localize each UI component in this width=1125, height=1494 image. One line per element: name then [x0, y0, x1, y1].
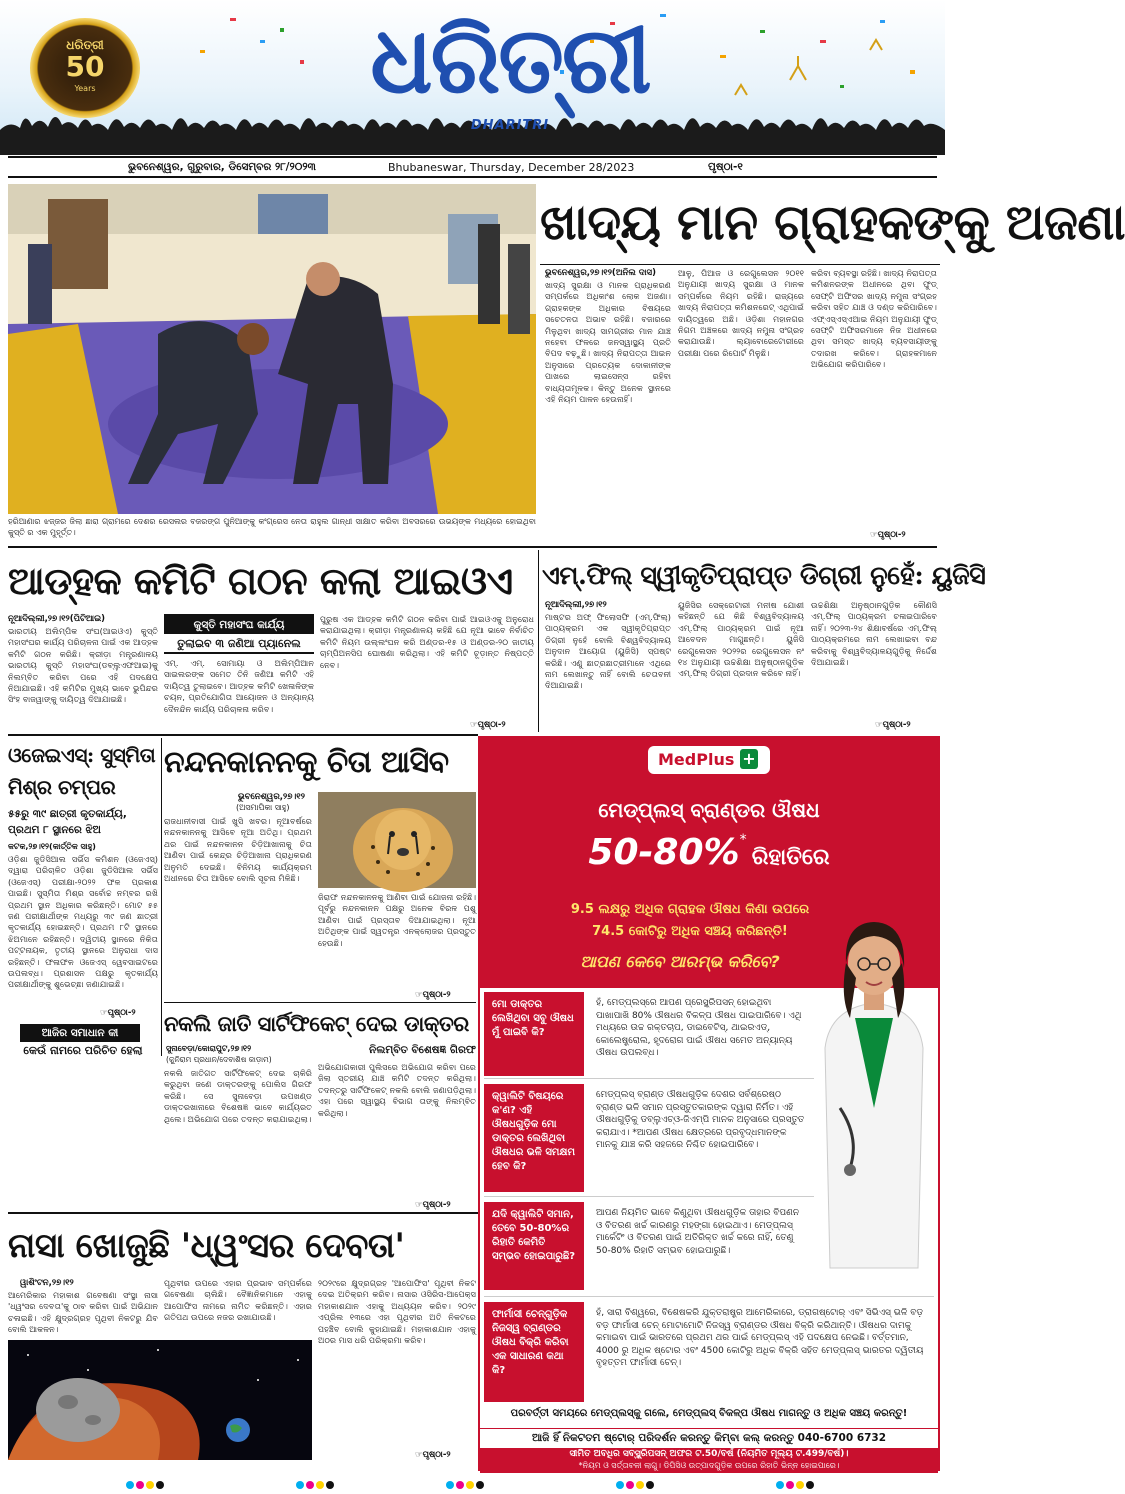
nasa-continued: ☞ପୃଷ୍ଠା-୨	[415, 1450, 451, 1460]
lead-col-2: ଆଳୁ, ପିଆଜ ଓ ରେଗୁଲେସନ ୨୦୧୧ ଅନୁଯାୟୀ ଖାଦ୍ୟ ସୁରକ୍ଷା ଓ ମାନକ ସମ୍ପର୍କରେ ନିୟମ ରହିଛି। ରାଜ୍ୟରେ ଖାଦ୍ୟ ନିରାପତ୍ତା କମିଶନରେଟ୍ ଏଥିପାଇଁ ଦାୟିତ୍ୱରେ ଅଛି। ଓଡ଼ିଶା ମହାନଗର ନିଗମ ଅଞ୍ଚଳରେ ଖାଦ୍ୟ ନମୁନା ସଂଗ୍ରହ କରାଯାଉଛି। ଲ୍ୟାବୋରେଟୋରୀରେ ପରୀକ୍ଷା ପରେ ରିପୋର୍ଟ ମିଳୁଛି।	[678, 268, 804, 358]
nasa-col-3: ୨୦୨୯ରେ କ୍ଷୁଦ୍ରଗ୍ରହ 'ଆପୋଫିସ' ପୃଥିବୀ ନିକଟ ଦେଇ ଅତିକ୍ରମ କରିବ। ନାସାର ଓସିରିସ-ଆପେକ୍ସ ମହାକାଶଯାନ ଏହାକୁ ଅଧ୍ୟୟନ କରିବ। ୨୦୨୯ ଏପ୍ରିଲ ୧୩ରେ ଏହା ପୃଥିବୀର ଅତି ନିକଟରେ ପହଞ୍ଚିବ ବୋଲି କୁହାଯାଇଛି। ମହାକାଶଯାନ ଏହାକୁ ଅଠର ମାସ ଧରି ପରିକ୍ରମା କରିବ।	[318, 1278, 476, 1346]
ajira-line: କେଉଁ ନାମରେ ପରିଚିତ ହେଲା	[23, 1044, 143, 1057]
photo-caption: ହରିଆଣାର ଝଜ୍ଜର ଜିଲା ଛାରା ଗ୍ରାମରେ ଦେଶର ରେସଲର ବଜରଙ୍ଗ ପୁନିଆଙ୍କୁ କଂଗ୍ରେସ ନେତା ରାହୁଲ ଗାନ୍ଧୀ ସାକ୍ଷାତ କରିବା ଅବସରରେ ଉଭୟଙ୍କ ମଧ୍ୟରେ ହୋଇଥିବା କୁସ୍ତି ର ଏକ ମୁହୂର୍ତ୍ତ।	[8, 517, 536, 537]
ad-discount-row	[480, 832, 938, 873]
ad-footer-4: *ନିୟମ ଓ ସର୍ତ୍ତାବଳୀ ଲାଗୁ। ଡିପିସିଓ ଉତ୍ପାଦଗୁଡ଼ିକ ଉପରେ ରିହାତି ଭିନ୍ନ ହୋଇପାରେ।	[578, 1461, 840, 1470]
medplus-ad	[478, 736, 940, 1471]
ugc-col-1: ମାଷ୍ଟର ଅଫ୍ ଫିଲୋସଫି (ଏମ୍.ଫିଲ୍) ପାଠ୍ୟକ୍ରମ ଏକ ସ୍ୱୀକୃତିପ୍ରାପ୍ତ ଡିଗ୍ରୀ ନୁହେଁ ବୋଲି ବିଶ୍ୱବିଦ୍ୟାଳୟ ଅନୁଦାନ ଆୟୋଗ (ୟୁଜିସି) ସ୍ପଷ୍ଟ କରିଛି। ଏଣୁ ଛାତ୍ରଛାତ୍ରୀମାନେ ଏଥିରେ ନାମ ଲେଖାନ୍ତୁ ନାହିଁ ବୋଲି ଚେତାବନୀ ଦିଆଯାଇଛି।	[545, 612, 671, 691]
ad-stat-2: 74.5 କୋଟିରୁ ଅଧିକ ସଞ୍ଚୟ କରିଛନ୍ତି!	[592, 924, 788, 939]
lead-byline: ଭୁବନେଶ୍ୱର,୨୭।୧୨(ଅନିଲ ଦାସ)	[545, 268, 656, 278]
lead-headline: ଖାଦ୍ୟ ମାନ ଗ୍ରାହକଙ୍କୁ ଅଜଣା	[540, 193, 1125, 251]
faq-answer-3: ଆପଣ ନିୟମିତ ଭାବେ କିଣୁଥିବା ଔଷଧଗୁଡ଼ିକ ତାହାର ବିପଣନ ଓ ବିତରଣ ଖର୍ଚ୍ଚ କାରଣରୁ ମହଙ୍ଗା ହୋଇଥାଏ। ମେଡ୍‌ପ୍ଲସ୍ ମାର୍କେଟିଂ ଓ ବିତରଣ ପାଇଁ ଅତିରିକ୍ତ ଖର୍ଚ୍ଚ କରେ ନାହିଁ, ତେଣୁ 50-80% ରିହାତି ସମ୍ଭବ ହୋଇପାରୁଛି।	[596, 1208, 800, 1256]
dateline-bar	[8, 156, 937, 178]
ugc-col-2: ୟୁଜିସିର ସେକ୍ରେଟାରୀ ମନୀଷ ଯୋଶୀ କହିଛନ୍ତି ଯେ କିଛି ବିଶ୍ୱବିଦ୍ୟାଳୟ ଏମ୍.ଫିଲ୍ ପାଠ୍ୟକ୍ରମ ପାଇଁ ନୂଆ ଆବେଦନ ମାଗୁଛନ୍ତି। ୟୁଜିସି ରେଗୁଲେସନ ୨୦୨୨ର ରେଗୁଲେସନ ନଂ ୧୪ ଅନୁଯାୟୀ ଉଚ୍ଚଶିକ୍ଷା ଅନୁଷ୍ଠାନଗୁଡ଼ିକ ଏମ୍.ଫିଲ୍ ଡିଗ୍ରୀ ପ୍ରଦାନ କରିବେ ନାହିଁ।	[678, 600, 804, 679]
ad-footer-2: ଆଜି ହିଁ ନିକଟତମ ଷ୍ଟୋର୍ ପରିଦର୍ଶନ କରନ୍ତୁ କିମ୍ବା କଲ୍ କରନ୍ତୁ 040-6700 6732	[480, 1428, 938, 1445]
ad-footer-1: ପରବର୍ତ୍ତୀ ସମୟରେ ମେଡ୍‌ପ୍ଲସ୍‌କୁ ଗଲେ, ମେଡ୍‌ପ୍ଲସ୍ ବିକଳ୍ପ ଔଷଧ ମାଗନ୍ତୁ ଓ ଅଧିକ ସଞ୍ଚୟ କରନ୍ତୁ!	[510, 1408, 908, 1419]
wrestling-photo-illustration	[8, 184, 536, 514]
ad-cta: ଆପଣ କେବେ ଆରମ୍ଭ କରିବେ?	[580, 952, 780, 971]
anniversary-badge	[30, 18, 140, 118]
fakecert-continued: ☞ପୃଷ୍ଠା-୨	[415, 1200, 451, 1210]
ioa-headline: ଆଡ୍‌ହକ କମିଟି ଗଠନ କଲା ଆଇଓଏ	[8, 558, 513, 603]
faq-answer-2: ମେଡ୍‌ପ୍ଲସ୍ ବ୍ରାଣ୍ଡ ଔଷଧଗୁଡ଼ିକ ଦେଶର ସର୍ବଶ୍ରେଷ୍ଠ ବ୍ରାଣ୍ଡ ଭଳି ସମାନ ପ୍ରସ୍ତୁତକାରଙ୍କ ଦ୍ୱାରା ନିର୍ମିତ। ଏହି ଔଷଧଗୁଡ଼ିକୁ ଡବ୍ଲୁଏଚ୍‌ଓ-ଜିଏମ୍‌ପି ମାନକ ଅନୁସାରେ ପ୍ରସ୍ତୁତ କରାଯାଏ। *ଆପଣ ଔଷଧ କ୍ଷେତ୍ରରେ ପ୍ରବୃଦ୍ଧମାନଙ୍କ ମାନକୁ ଯାଞ୍ଚ କରି ସହଜରେ ନିଶ୍ଚିତ ହୋଇପାରିବେ।	[596, 1090, 805, 1150]
ojee-continued: ☞ପୃଷ୍ଠା-୨	[100, 1008, 136, 1018]
asteroid-illustration	[8, 1340, 312, 1460]
cheetah-byline: ଭୁବନେଶ୍ୱର,୨୭।୧୨	[238, 792, 305, 802]
ugc-headline: ଏମ୍.ଫିଲ୍ ସ୍ୱୀକୃତିପ୍ରାପ୍ତ ଡିଗ୍ରୀ ନୁହେଁ: ୟୁଜିସି	[542, 561, 986, 591]
cheetah-col-1: ରାଜଧାନୀବାସୀ ପାଇଁ ଖୁସି ଖବର। ନୂଆବର୍ଷରେ ନନ୍ଦନକାନନକୁ ଆସିବେ ନୂଆ ଅତିଥି। ପ୍ରଥମ ଥର ପାଇଁ ନନ୍ଦନକାନନ ଚିଡ଼ିଆଖାନାକୁ ଚିତା ଆଣିବା ପାଇଁ କେନ୍ଦ୍ର ଚିଡ଼ିଆଖାନା ପ୍ରାଧିକରଣ ଅନୁମତି ଦେଇଛି। ବିନିମୟ କାର୍ଯ୍ୟକ୍ରମ ଅଧୀନରେ ଚିତା ଆସିବେ ବୋଲି ସୂଚନା ମିଳିଛି।	[164, 816, 312, 884]
faq-question-2: କ୍ୱାଲିଟି ବିଷୟରେ କ'ଣ? ଏହି ଔଷଧଗୁଡ଼ିକ ମୋ ଡାକ୍ତର ଲେଖିଥିବା ଔଷଧର ଭଳି ସମକ୍ଷମ ହେବ କି?	[484, 1084, 584, 1192]
ojee-subhead-1: ୫୫ରୁ ୩୯ ଛାତ୍ରୀ କୃତକାର୍ଯ୍ୟ,	[8, 808, 127, 820]
masthead	[0, 0, 945, 155]
ioa-continued: ☞ପୃଷ୍ଠା-୨	[470, 720, 506, 730]
cheetah-photo	[318, 792, 476, 888]
ioa-byline: ନୂଆଦିଲ୍ଲୀ,୨୭।୧୨(ପିଟିଆଇ)	[8, 614, 106, 624]
ioa-col-2: ଏମ୍. ଏମ୍. ସୋମାୟା ଓ ଅଲିମ୍ପିଆନ ସାଇଲରଙ୍କ ସମେତ ତିନି ଜଣିଆ କମିଟି ଏହି ଦାୟିତ୍ୱ ତୁଲାଇବେ। ଆଡ୍‌ହକ କମିଟି ଖେଳାଳିଙ୍କ ଚୟନ, ପ୍ରତିଯୋଗିତା ଆୟୋଜନ ଓ ଅନ୍ୟାନ୍ୟ ଦୈନନ୍ଦିନ କାର୍ଯ୍ୟ ପରିଚାଳନା କରିବ।	[164, 658, 314, 714]
ioa-col-1: ଭାରତୀୟ ଅଲିମ୍ପିକ ସଂଘ(ଆଇଓଏ) କୁସ୍ତି ମହାସଂଘର କାର୍ଯ୍ୟ ପରିଚାଳନା ପାଇଁ ଏକ ଆଡ୍‌ହକ କମିଟି ଗଠନ କରିଛି। କ୍ରୀଡ଼ା ମନ୍ତ୍ରଣାଳୟ ଭାରତୀୟ କୁସ୍ତି ମହାସଂଘ(ଡବ୍ଲୁଏଫଆଇ)କୁ ନିଲମ୍ବିତ କରିବା ପରେ ଏହି ପଦକ୍ଷେପ ନିଆଯାଇଛି। ଏହି କମିଟିର ମୁଖ୍ୟ ଭାବେ ଭୁପିନ୍ଦର ସିଂହ ବାଜୱାଙ୍କୁ ଦାୟିତ୍ୱ ଦିଆଯାଇଛି।	[8, 626, 158, 705]
page-number: ପୃଷ୍ଠା-୧	[708, 161, 743, 173]
fakecert-byline-2: (କୁନିରାମ ପ୍ରଧାନ/ଦେବାଶିଷ କାଡ଼ାମ)	[166, 1055, 272, 1064]
ad-discount-star: *	[739, 832, 747, 848]
ojee-body: ଓଡ଼ିଶା ଜୁଡିସିଆଲ ସର୍ଭିସ କମିଶନ (ଓଜେଏସ୍) ଦ୍ୱାରା ପରିଚାଳିତ ଓଡ଼ିଶା ଜୁଡିସିଆଲ ସର୍ଭିସ (ଓଜେଏସ୍) ପରୀକ୍ଷା-୨୦୨୨ ଫଳ ପ୍ରକାଶ ପାଇଛି। ସୁସ୍ମିତା ମିଶ୍ର ସର୍ବୋଚ୍ଚ ନମ୍ବର ରଖି ପ୍ରଥମ ସ୍ଥାନ ଅଧିକାର କରିଛନ୍ତି। ମୋଟ ୫୫ ଜଣ ପରୀକ୍ଷାର୍ଥୀଙ୍କ ମଧ୍ୟରୁ ୩୯ ଜଣ ଛାତ୍ରୀ କୃତକାର୍ଯ୍ୟ ହୋଇଛନ୍ତି। ପ୍ରଥମ ୮ଟି ସ୍ଥାନରେ ଝିଅମାନେ ରହିଛନ୍ତି। ଦ୍ୱିତୀୟ ସ୍ଥାନରେ ନିକିତା ପଟ୍ଟନାୟକ, ତୃତୀୟ ସ୍ଥାନରେ ଅନୁରାଧା ଦାସ ରହିଛନ୍ତି। ଫଳାଫଳ ଓଜେଏସ୍ ୱେବସାଇଟରେ ଉପଲବ୍ଧ। ପ୍ରଶାସନ ପକ୍ଷରୁ କୃତକାର୍ଯ୍ୟ ପରୀକ୍ଷାର୍ଥୀଙ୍କୁ ଶୁଭେଚ୍ଛା ଜଣାଯାଇଛି।	[8, 854, 158, 990]
ioa-col-3: ପୁରୁଷ ଏକ ଆଡ୍‌ହକ କମିଟି ଗଠନ କରିବା ପାଇଁ ଆଇଓଏକୁ ଅନୁରୋଧ କରାଯାଇଥିଲା। କ୍ରୀଡ଼ା ମନ୍ତ୍ରଣାଳୟ କହିଛି ଯେ ନୂଆ ଭାବେ ନିର୍ବାଚିତ କମିଟି ନିୟମ ଉଲ୍ଲଂଘନ କରି ଅଣ୍ଡର-୧୫ ଓ ଅଣ୍ଡର-୨୦ ଜାତୀୟ ଚାମ୍ପିଅନସିପ ଘୋଷଣା କରିଥିଲା। ଏହି କମିଟି ଚୂଡ଼ାନ୍ତ ନିଷ୍ପତ୍ତି ନେବ।	[320, 614, 534, 670]
lead-continued: ☞ପୃଷ୍ଠା-୨	[870, 530, 906, 540]
faq-question-1: ମୋ ଡାକ୍ତର ଲେଖିଥିବା ସବୁ ଔଷଧ ମୁଁ ପାଇବି କି?	[484, 992, 584, 1076]
nasa-col-1: ଆମେରିକାର ମହାକାଶ ଗବେଷଣା ସଂସ୍ଥା ନାସା 'ଧ୍ୱଂସର ଦେବତା'କୁ ଠାବ କରିବା ପାଇଁ ଅଭିଯାନ ଚଳାଇଛି। ଏହି କ୍ଷୁଦ୍ରଗ୍ରହ ପୃଥିବୀ ନିକଟରୁ ଯିବ ବୋଲି ଆକଳନ।	[8, 1290, 158, 1335]
cheetah-byline-2: (ଅସମାପିକା ସାହୁ)	[236, 803, 290, 812]
pharmacist-figure	[810, 908, 938, 1268]
ad-discount-suffix: ରିହାତିରେ	[751, 845, 830, 870]
fakecert-col-1: ନକଲି ଜାତିଗତ ସାର୍ଟିଫିକେଟ୍ ଦେଇ ଚାକିରି କରୁଥିବା ଜଣେ ଡାକ୍ତରଙ୍କୁ ପୋଲିସ ଗିରଫ କରିଛି। ସେ ସୁନାବେଡ଼ା ଉପଖଣ୍ଡ ଡାକ୍ତରଖାନାରେ ବିଶେଷଜ୍ଞ ଭାବେ କାର୍ଯ୍ୟରତ ଥିଲେ। ଅଭିଯୋଗ ପରେ ତଦନ୍ତ କରାଯାଇଥିଲା।	[164, 1068, 312, 1124]
ugc-col-3: ଉଚ୍ଚଶିକ୍ଷା ଅନୁଷ୍ଠାନଗୁଡ଼ିକ କୌଣସି ଏମ୍.ଫିଲ୍ ପାଠ୍ୟକ୍ରମ ଚଳାଇପାରିବେ ନାହିଁ। ୨୦୨୩-୨୪ ଶିକ୍ଷାବର୍ଷରେ ଏମ୍.ଫିଲ୍ ପାଠ୍ୟକ୍ରମରେ ନାମ ଲେଖାଇବା ବନ୍ଦ କରିବାକୁ ବିଶ୍ୱବିଦ୍ୟାଳୟଗୁଡ଼ିକୁ ନିର୍ଦ୍ଦେଶ ଦିଆଯାଇଛି।	[811, 600, 937, 668]
ojee-headline-1: ଓଜେଇଏସ୍: ସୁସ୍ମିତା	[8, 743, 156, 767]
medplus-logo	[648, 746, 770, 774]
medplus-plus-icon: +	[740, 749, 758, 769]
nasa-col-2: ପୃଥିବୀର ଉପରେ ଏହାର ପ୍ରଭାବ ସମ୍ପର୍କରେ ଗବେଷଣା ଚାଲିଛି। ବୈଜ୍ଞାନିକମାନେ ଏହାକୁ ଆପୋଫିସ ନାମରେ ନାମିତ କରିଛନ୍ତି। ଏହାର ଗତିପଥ ଉପରେ ନଜର ରଖାଯାଉଛି।	[164, 1278, 312, 1323]
ojee-subhead-2: ପ୍ରଥମ ୮ ସ୍ଥାନରେ ଝିଅ	[8, 824, 101, 836]
nasa-headline: ନାସା ଖୋଜୁଛି 'ଧ୍ୱଂସର ଦେବତା'	[8, 1226, 405, 1266]
faq-answer-1: ହଁ, ମେଡ୍‌ପ୍ଲସ୍‌ରେ ଆପଣ ପ୍ରେସ୍କ୍ରିପସନ୍ ହୋଇଥିବା ପାଖାପାଖି 80% ଔଷଧର ବିକଳ୍ପ ଔଷଧ ପାଇପାରିବେ। ଏଥି ମଧ୍ୟରେ ଉଚ୍ଚ ରକ୍ତଚାପ, ଡାଇବେଟିସ୍, ଥାଇରଏଡ୍, କୋଲେଷ୍ଟ୍ରୋଲ, ହୃଦରୋଗ ପାଇଁ ଔଷଧ ସମେତ ଅନ୍ୟାନ୍ୟ ଔଷଧ ଉପଲବ୍ଧ।	[596, 998, 802, 1058]
faq-question-3: ଯଦି କ୍ୱାଲିଟି ସମାନ, ତେବେ 50-80%ର ରିହାତି କେମିତି ସମ୍ଭବ ହୋଇପାରୁଛି?	[484, 1202, 584, 1290]
nasa-byline: ୱାଶିଂଟନ,୨୭।୧୨	[20, 1278, 74, 1288]
medplus-logo-text: MedPlus	[658, 750, 735, 769]
cheetah-col-2: ଜିରାଫ ନନ୍ଦନକାନନକୁ ଆଣିବା ପାଇଁ ଯୋଜନା ରହିଛି। ପୂର୍ବରୁ ନନ୍ଦନକାନନ ପକ୍ଷରୁ ଅନେକ ବିରଳ ପଶୁ ଆଣିବା ପାଇଁ ପ୍ରସ୍ତାବ ଦିଆଯାଇଥିଲା। ନୂଆ ଅତିଥିଙ୍କ ପାଇଁ ସ୍ୱତନ୍ତ୍ର ଏନକ୍ଲୋଜର ପ୍ରସ୍ତୁତ ହେଉଛି।	[318, 892, 476, 948]
ad-stat-1: 9.5 ଲକ୍ଷରୁ ଅଧିକ ଗ୍ରାହକ ଔଷଧ କିଣା ଉପରେ	[570, 902, 810, 917]
fakecert-col-2: ଅଭିଯୋଗକାରୀ ପୁଲିସରେ ଅଭିଯୋଗ କରିବା ପରେ ଜିଲା ସ୍ତରୀୟ ଯାଞ୍ଚ କମିଟି ତଦନ୍ତ କରିଥିଲା। ତଦନ୍ତରୁ ସାର୍ଟିଫିକେଟ୍ ନକଲି ବୋଲି ଜଣାପଡ଼ିଥିଲା। ଏହା ପରେ ସ୍ୱାସ୍ଥ୍ୟ ବିଭାଗ ତାଙ୍କୁ ନିଲମ୍ବିତ କରିଥିଲା।	[318, 1062, 476, 1118]
ojee-headline-2: ମିଶ୍ର ଚମ୍ପର	[8, 775, 116, 799]
nasa-photo	[8, 1340, 312, 1460]
cheetah-continued: ☞ପୃଷ୍ଠା-୨	[415, 990, 451, 1000]
print-registration-marks	[0, 1476, 945, 1494]
dateline-odia: ଭୁବନେଶ୍ୱର, ଗୁରୁବାର, ଡିସେମ୍ବର ୨୮/୨୦୨୩	[128, 161, 316, 173]
faq-answer-4: ହଁ, ସାରା ବିଶ୍ୱରେ, ବିଶେଷକରି ଯୁକ୍ତରାଷ୍ଟ୍ର ଆମେରିକାରେ, ଡ୍ରାଗଷ୍ଟୋର୍ ଏବଂ ସିଭିଏସ୍ ଭଳି ବଡ଼ ବଡ଼ ଫାର୍ମାସୀ ଚେନ୍ ମୋଟାମୋଟି ନିଜସ୍ୱ ବ୍ରାଣ୍ଡର ଔଷଧ ବିକ୍ରି କରିଥାନ୍ତି। ଔଷଧର ଦାମକୁ କମାଇବା ପାଇଁ ଭାରତରେ ପ୍ରଥମ ଥର ପାଇଁ ମେଡ୍‌ପ୍ଲସ୍ ଏହି ପଦକ୍ଷେପ ନେଇଛି। ବର୍ତ୍ତମାନ, 4000 ରୁ ଅଧିକ ଷ୍ଟୋର ଏବଂ 4500 କୋଟିରୁ ଅଧିକ ବିକ୍ରି ସହିତ ମେଡ୍‌ପ୍ଲସ୍ ଭାରତର ଦ୍ୱିତୀୟ ବୃହତ୍ତମ ଫାର୍ମାସୀ ଚେନ୍।	[596, 1308, 924, 1368]
logo-subtitle: DHARITRI	[470, 118, 550, 133]
ajira-box: ଆଜିର ସମାଧାନ କୀ	[20, 1024, 140, 1042]
ojee-byline: କଟକ,୨୭।୧୨(କାର୍ତ୍ତିକ ସାହୁ)	[8, 842, 96, 851]
dateline-english: Bhubaneswar, Thursday, December 28/2023	[388, 161, 635, 174]
badge-years: Years	[74, 84, 96, 93]
logo-title: ଧରିତ୍ରୀ	[370, 6, 650, 114]
faq-question-4: ଫାର୍ମାସୀ ଚେନ୍‌ଗୁଡ଼ିକ ନିଜସ୍ୱ ବ୍ରାଣ୍ଡର ଔଷଧ ବିକ୍ରି କରିବା ଏକ ସାଧାରଣ କଥା କି?	[484, 1302, 584, 1402]
fakecert-byline: ସୁନାବେଡ଼ା/କୋରାପୁଟ,୨୭।୧୨	[166, 1044, 252, 1053]
fakecert-subhead: ନିଲମ୍ବିତ ବିଶେଷଜ୍ଞ ଗିରଫ	[369, 1044, 476, 1056]
ioa-box-subtitle: ତୁଲାଇବ ୩ ଜଣିଆ ପ୍ୟାନେଲ	[177, 637, 301, 650]
ugc-continued: ☞ପୃଷ୍ଠା-୨	[875, 720, 911, 730]
ad-footer-3: ସୀମିତ ଅବଧିର ସବ୍‌ସ୍କ୍ରିପସନ୍ ଅଫର ଟ.50/ବର୍ଷ (ନିୟମିତ ମୂଲ୍ୟ ଟ.499/ବର୍ଷ)।	[569, 1449, 849, 1459]
ad-discount: 50-80%	[588, 832, 740, 873]
lead-col-1: ଖାଦ୍ୟ ସୁରକ୍ଷା ଓ ମାନକ ପ୍ରାଧିକରଣ ସମ୍ପର୍କରେ ଅଧିକାଂଶ ଲୋକ ଅଜଣା। ଗ୍ରାହକଙ୍କ ଅଧିକାର ବିଷୟରେ ସଚେତନତା ଅଭାବ ରହିଛି। ବଜାରରେ ମିଳୁଥିବା ଖାଦ୍ୟ ସାମଗ୍ରୀର ମାନ ଯାଞ୍ଚ ନହେବା ଫଳରେ ଜନସ୍ୱାସ୍ଥ୍ୟ ପ୍ରତି ବିପଦ ବଢ଼ୁଛି। ଖାଦ୍ୟ ନିରାପତ୍ତା ଆଇନ ଅନୁସାରେ ପ୍ରତ୍ୟେକ ଦୋକାନୀଙ୍କ ପାଖରେ ଲାଇସେନ୍ସ ରହିବା ବାଧ୍ୟତାମୂଳକ। କିନ୍ତୁ ଅନେକ ସ୍ଥାନରେ ଏହି ନିୟମ ପାଳନ ହେଉନାହିଁ।	[545, 280, 671, 405]
fakecert-headline: ନକଲି ଜାତି ସାର୍ଟିଫିକେଟ୍ ଦେଇ ଡାକ୍ତର	[164, 1011, 469, 1036]
cheetah-illustration	[318, 792, 476, 888]
pharmacist-illustration	[810, 908, 938, 1268]
ioa-box-title: କୁସ୍ତି ମହାସଂଘ କାର୍ଯ୍ୟ	[164, 616, 314, 634]
cheetah-headline: ନନ୍ଦନକାନନକୁ ଚିତା ଆସିବ	[164, 745, 449, 780]
ad-line-1: ମେଡ୍‌ପ୍ଲସ୍ ବ୍ରାଣ୍ଡର ଔଷଧ	[598, 798, 820, 822]
badge-number: 50	[65, 50, 105, 83]
ad-footer-bar	[480, 1448, 938, 1473]
badge-brand: ଧରିତ୍ରୀ	[66, 38, 104, 52]
lead-photo	[8, 184, 536, 514]
ugc-byline: ନୂଆଦିଲ୍ଲୀ,୨୭।୧୨	[545, 600, 607, 610]
lead-col-3: କରିବା ବ୍ୟବସ୍ଥା ରହିଛି। ଖାଦ୍ୟ ନିରାପତ୍ତା କମିଶନରଙ୍କ ଅଧୀନରେ ଥିବା ଫୁଡ୍ ସେଫ୍ଟି ଅଫିସର ଖାଦ୍ୟ ନମୁନା ସଂଗ୍ରହ କରିବା ସହିତ ଯାଞ୍ଚ ଓ ଦଣ୍ଡ କରିପାରିବେ। ଏଫ୍ଏସ୍ଏସ୍ଏଆଇ ନିୟମ ଅନୁଯାୟୀ ଫୁଡ୍ ସେଫ୍ଟି ଅଫିସରମାନେ ନିଜ ଅଧୀନରେ ଥିବା ସମସ୍ତ ଖାଦ୍ୟ ବ୍ୟବସାୟୀଙ୍କୁ ତଦାରଖ କରିବେ। ଗ୍ରାହକମାନେ ଅଭିଯୋଗ କରିପାରିବେ।	[811, 268, 937, 370]
ioa-highlight-box	[164, 614, 314, 654]
